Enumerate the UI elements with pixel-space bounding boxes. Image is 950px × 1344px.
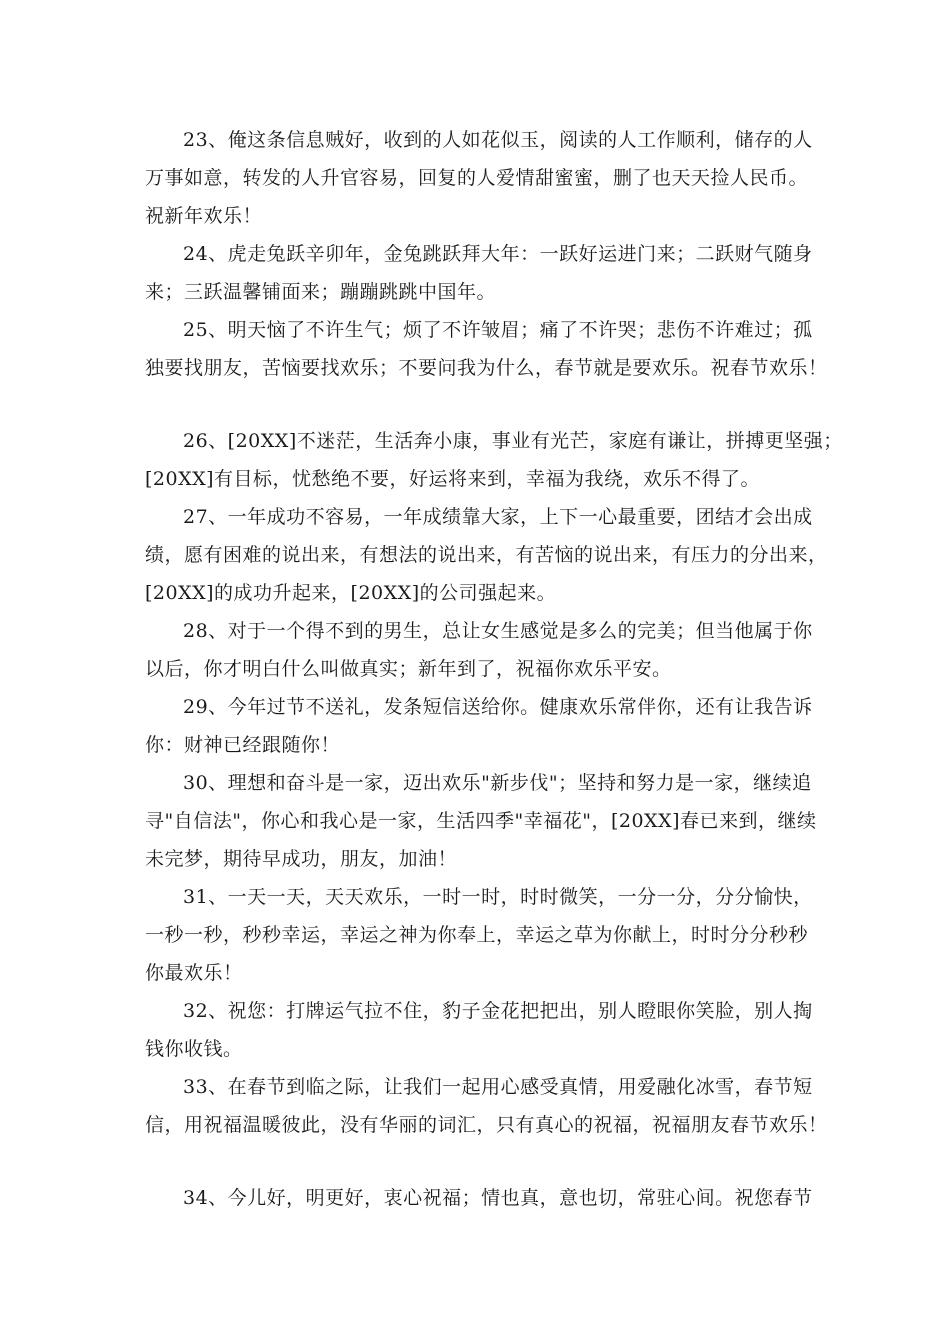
paragraph-line: [20XX]有目标，忧愁绝不要，好运将来到，幸福为我绕，欢乐不得了。	[145, 468, 761, 490]
paragraph-line: 独要找朋友，苦恼要找欢乐；不要问我为什么，春节就是要欢乐。祝春节欢乐！	[145, 357, 828, 379]
paragraph-line: 33、在春节到临之际，让我们一起用心感受真情，用爱融化冰雪，春节短	[183, 1076, 813, 1098]
paragraph-line: 你：财神已经跟随你！	[145, 734, 341, 756]
paragraph-line: 来；三跃温馨铺面来；蹦蹦跳跳中国年。	[145, 281, 497, 303]
paragraph-line: 25、明天恼了不许生气；烦了不许皱眉；痛了不许哭；悲伤不许难过；孤	[183, 319, 813, 341]
paragraph-line: 26、[20XX]不迷茫，生活奔小康，事业有光芒，家庭有谦让，拼搏更坚强；	[183, 430, 843, 452]
paragraph-line: 28、对于一个得不到的男生，总让女生感觉是多么的完美；但当他属于你	[183, 620, 813, 642]
paragraph-line: [20XX]的成功升起来，[20XX]的公司强起来。	[145, 582, 557, 604]
paragraph-line: 32、祝您：打牌运气拉不住，豹子金花把把出，别人瞪眼你笑脸，别人掏	[183, 1000, 813, 1022]
paragraph-line: 万事如意，转发的人升官容易，回复的人爱情甜蜜蜜，删了也天天捡人民币。	[145, 167, 809, 189]
paragraph-line: 31、一天一天，天天欢乐，一时一时，时时微笑，一分一分，分分愉快，	[183, 886, 813, 908]
paragraph-line: 钱你收钱。	[145, 1038, 243, 1060]
paragraph-line: 绩，愿有困难的说出来，有想法的说出来，有苦恼的说出来，有压力的分出来，	[145, 544, 828, 566]
paragraph-line: 34、今儿好，明更好，衷心祝福；情也真，意也切，常驻心间。祝您春节	[183, 1187, 813, 1209]
paragraph-line: 你最欢乐！	[145, 962, 243, 984]
paragraph-line: 未完梦，期待早成功，朋友，加油！	[145, 848, 458, 870]
paragraph-line: 以后，你才明白什么叫做真实；新年到了，祝福你欢乐平安。	[145, 658, 672, 680]
paragraph-line: 祝新年欢乐！	[145, 205, 263, 227]
paragraph-line: 24、虎走兔跃辛卯年，金兔跳跃拜大年：一跃好运进门来；二跃财气随身	[183, 243, 813, 265]
paragraph-line: 一秒一秒，秒秒幸运，幸运之神为你奉上，幸运之草为你献上，时时分分秒秒	[145, 924, 809, 946]
paragraph-line: 29、今年过节不送礼，发条短信送给你。健康欢乐常伴你，还有让我告诉	[183, 696, 813, 718]
paragraph-line: 30、理想和奋斗是一家，迈出欢乐"新步伐"；坚持和努力是一家，继续追	[183, 772, 812, 794]
paragraph-line: 27、一年成功不容易，一年成绩靠大家，上下一心最重要，团结才会出成	[183, 506, 813, 528]
paragraph-line: 寻"自信法"，你心和我心是一家，生活四季"幸福花"，[20XX]春已来到，继续	[145, 810, 817, 832]
paragraph-line: 信，用祝福温暖彼此，没有华丽的词汇，只有真心的祝福，祝福朋友春节欢乐！	[145, 1114, 828, 1136]
paragraph-line: 23、俺这条信息贼好，收到的人如花似玉，阅读的人工作顺利，储存的人	[183, 129, 813, 151]
